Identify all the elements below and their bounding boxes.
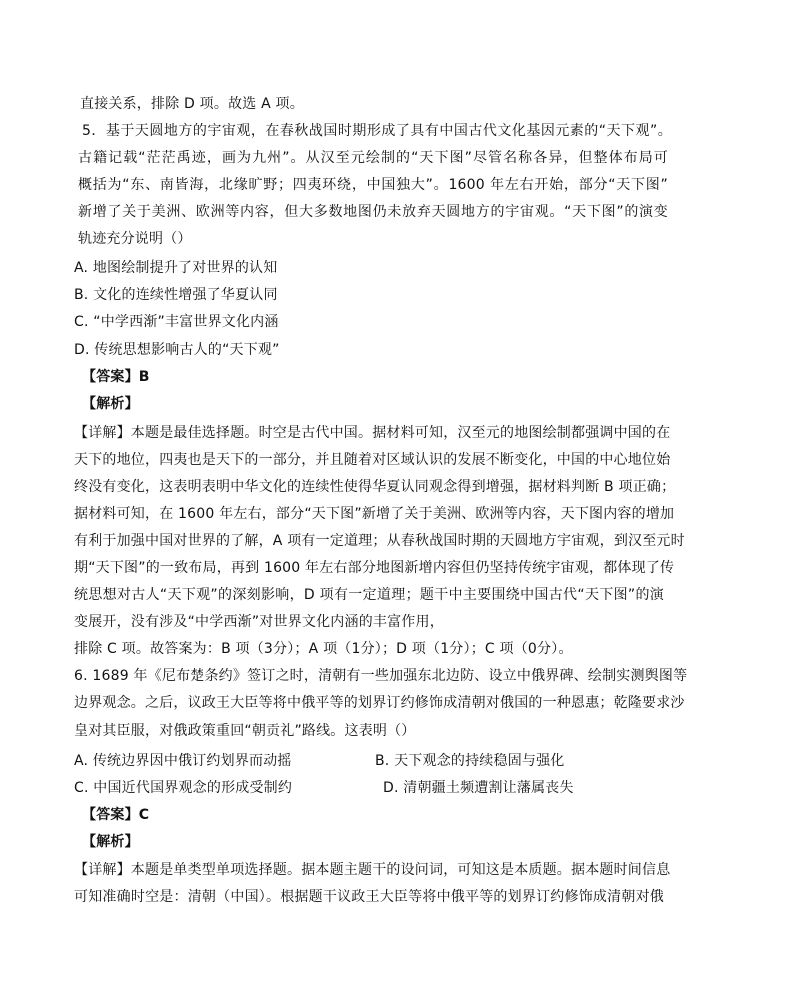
- question-6-answer: 【答案】C: [82, 807, 150, 823]
- question-5-explanation-line-6: 期“天下图”的一致布局，再到 1600 年左右部分地图新增内容但仍坚持传统宇宙观，都体现了传: [74, 560, 675, 576]
- question-5-option-d: D. 传统思想影响古人的“天下观”: [74, 342, 280, 358]
- question-5-explanation-line-8: 变展开，没有涉及“中学西渐”对世界文化内涵的丰富作用，: [74, 614, 444, 630]
- question-6-option-d: D. 清朝疆土频遭割让藩属丧失: [383, 780, 574, 796]
- question-5-stem-line-1: 5．基于天圆地方的宇宙观，在春秋战国时期形成了具有中国古代文化基因元素的“天下观”。: [82, 123, 672, 139]
- question-5-explanation-line-7: 统思想对古人“天下观”的深刻影响，D 项有一定道理；题干中主要围绕中国古代“天下图”的演: [74, 587, 664, 603]
- question-5-option-b: B. 文化的连续性增强了华夏认同: [74, 287, 278, 303]
- question-6-analysis-label: 【解析】: [82, 834, 139, 850]
- question-5-scoring: 排除 C 项。故答案为：B 项（3分）；A 项（1分）；D 项（1分）；C 项（0分）。: [74, 641, 573, 657]
- question-5-explanation-line-2: 天下的地位，四夷也是天下的一部分，并且随着对区域认识的发展不断变化，中国的中心地位始: [74, 452, 671, 468]
- question-5-explanation-line-1: 【详解】本题是最佳选择题。时空是古代中国。据材料可知，汉至元的地图绘制都强调中国的在: [74, 425, 671, 441]
- question-6-stem-line-3: 皇对其臣服，对俄政策重回“朝贡礼”路线。这表明（）: [74, 723, 416, 739]
- question-5-option-a: A. 地图绘制提升了对世界的认知: [74, 260, 278, 276]
- question-5-explanation-line-3: 终没有变化，这表明表明中华文化的连续性使得华夏认同观念得到增强，据材料判断 B 项正确；: [74, 479, 676, 495]
- prev-answer-ending: 直接关系，排除 D 项。故选 A 项。: [80, 96, 304, 112]
- question-5-stem-line-4: 新增了关于美洲、欧洲等内容，但大多数地图仍未放弃天圆地方的宇宙观。“天下图”的演变: [78, 204, 668, 220]
- question-6-explanation-line-1: 【详解】本题是单类型单项选择题。据本题主题干的设问词，可知这是本质题。据本题时间信息: [74, 862, 671, 878]
- question-5-stem-line-5: 轨迹充分说明（）: [78, 231, 192, 247]
- question-5-explanation-line-5: 有利于加强中国对世界的了解，A 项有一定道理；从春秋战国时期的天圆地方宇宙观，到汉至元时: [74, 533, 685, 549]
- question-6-option-a: A. 传统边界因中俄订约划界而动摇: [74, 753, 292, 769]
- question-5-answer: 【答案】B: [82, 369, 150, 385]
- question-6-explanation-line-2: 可知准确时空是：清朝（中国）。根据题干议政王大臣等将中俄平等的划界订约修饰成清朝对俄: [74, 889, 664, 905]
- question-6-option-c: C. 中国近代国界观念的形成受制约: [74, 780, 293, 796]
- question-5-option-c: C. “中学西渐”丰富世界文化内涵: [74, 314, 279, 330]
- question-5-stem-line-2: 古籍记载“茫茫禹迹，画为九州”。从汉至元绘制的“天下图”尽管名称各异，但整体布局可: [78, 150, 668, 166]
- question-5-stem-line-3: 概括为“东、南皆海，北缘旷野；四夷环绕，中国独大”。1600 年左右开始，部分“天下图”: [78, 177, 668, 193]
- question-5-explanation-line-4: 据材料可知，在 1600 年左右，部分“天下图”新增了关于美洲、欧洲等内容，天下图内容的增加: [74, 506, 675, 522]
- question-6-stem-line-2: 边界观念。之后，议政王大臣等将中俄平等的划界订约修饰成清朝对俄国的一种恩惠；乾隆要求沙: [74, 695, 685, 711]
- question-5-analysis-label: 【解析】: [82, 396, 139, 412]
- question-6-stem-line-1: 6. 1689 年《尼布楚条约》签订之时，清朝有一些加强东北边防、设立中俄界碑、绘制实测舆图等: [74, 668, 688, 684]
- question-6-option-b: B. 天下观念的持续稳固与强化: [375, 753, 565, 769]
